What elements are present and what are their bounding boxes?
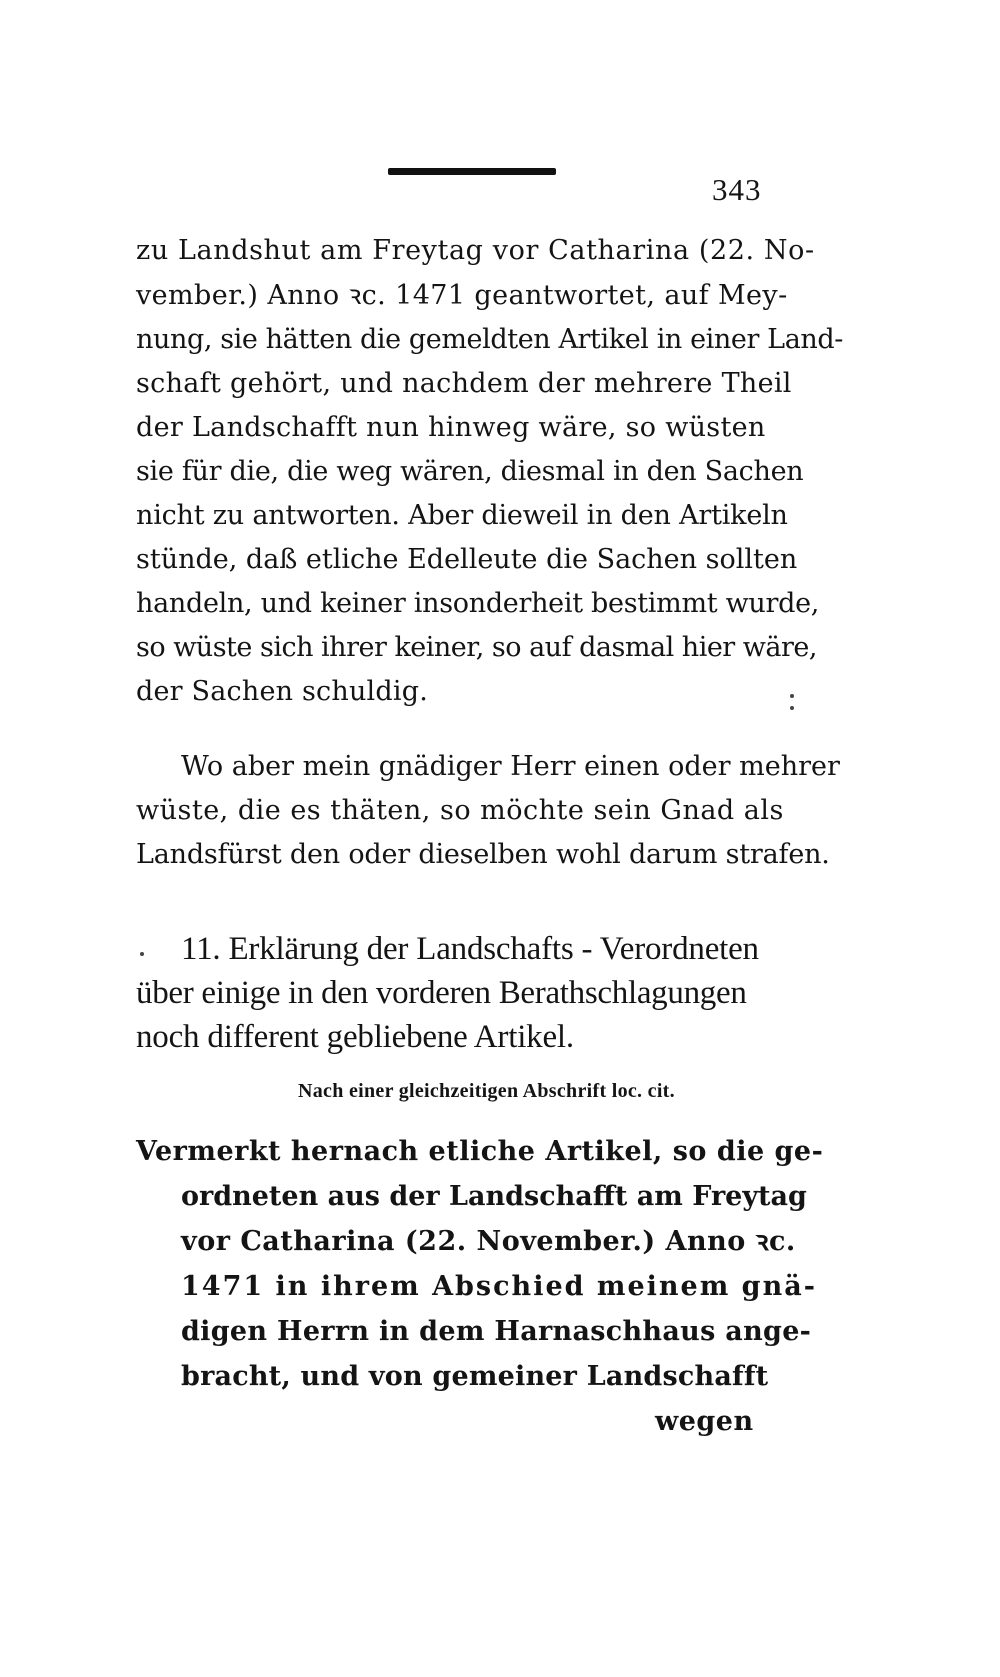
text-line: wüste, die es thäten, so möchte sein Gnad als xyxy=(136,795,784,826)
text-line: nicht zu antworten. Aber dieweil in den Artikeln xyxy=(136,500,788,531)
heading-line: über einige in den vorderen Berathschlagungen xyxy=(136,975,747,1011)
page-number: 343 xyxy=(712,172,762,207)
text-line: so wüste sich ihrer keiner, so auf dasmal hier wäre, xyxy=(136,632,817,663)
text-line: ordneten aus der Landschafft am Freytag xyxy=(181,1181,807,1212)
text-line: Wo aber mein gnädiger Herr einen oder mehrer xyxy=(181,751,840,782)
text-line: der Landschafft nun hinweg wäre, so wüsten xyxy=(136,412,766,443)
text-line: bracht, und von gemeiner Landschafft xyxy=(181,1361,769,1392)
stray-mark xyxy=(790,706,794,710)
text-line: sie für die, die weg wären, diesmal in den Sachen xyxy=(136,456,804,487)
text-line: schaft gehört, und nachdem der mehrere Theil xyxy=(136,368,792,399)
text-line: Vermerkt hernach etliche Artikel, so die ge- xyxy=(136,1136,824,1167)
text-line: vor Catharina (22. November.) Anno ꝛc. xyxy=(181,1226,796,1257)
source-note: Nach einer gleichzeitigen Abschrift loc. cit. xyxy=(298,1080,675,1102)
text-line: handeln, und keiner insonderheit bestimmt wurde, xyxy=(136,588,820,619)
header-rule xyxy=(388,168,556,175)
text-line: 1471 in ihrem Abschied meinem gnä- xyxy=(181,1271,817,1302)
stray-mark xyxy=(790,694,794,698)
heading-line: noch different gebliebene Artikel. xyxy=(136,1019,574,1055)
stray-mark xyxy=(140,952,144,956)
text-line: vember.) Anno ꝛc. 1471 geantwortet, auf Mey- xyxy=(136,280,788,311)
text-line: der Sachen schuldig. xyxy=(136,676,428,707)
catchword: wegen xyxy=(655,1406,754,1437)
text-line: zu Landshut am Freytag vor Catharina (22. No- xyxy=(136,235,815,266)
text-line: stünde, daß etliche Edelleute die Sachen sollten xyxy=(136,544,798,575)
text-line: nung, sie hätten die gemeldten Artikel in einer Land- xyxy=(136,324,843,355)
text-line: digen Herrn in dem Harnaschhaus ange- xyxy=(181,1316,812,1347)
heading-line: 11. Erklärung der Landschafts - Verordneten xyxy=(181,931,759,967)
text-line: Landsfürst den oder dieselben wohl darum strafen. xyxy=(136,839,830,870)
